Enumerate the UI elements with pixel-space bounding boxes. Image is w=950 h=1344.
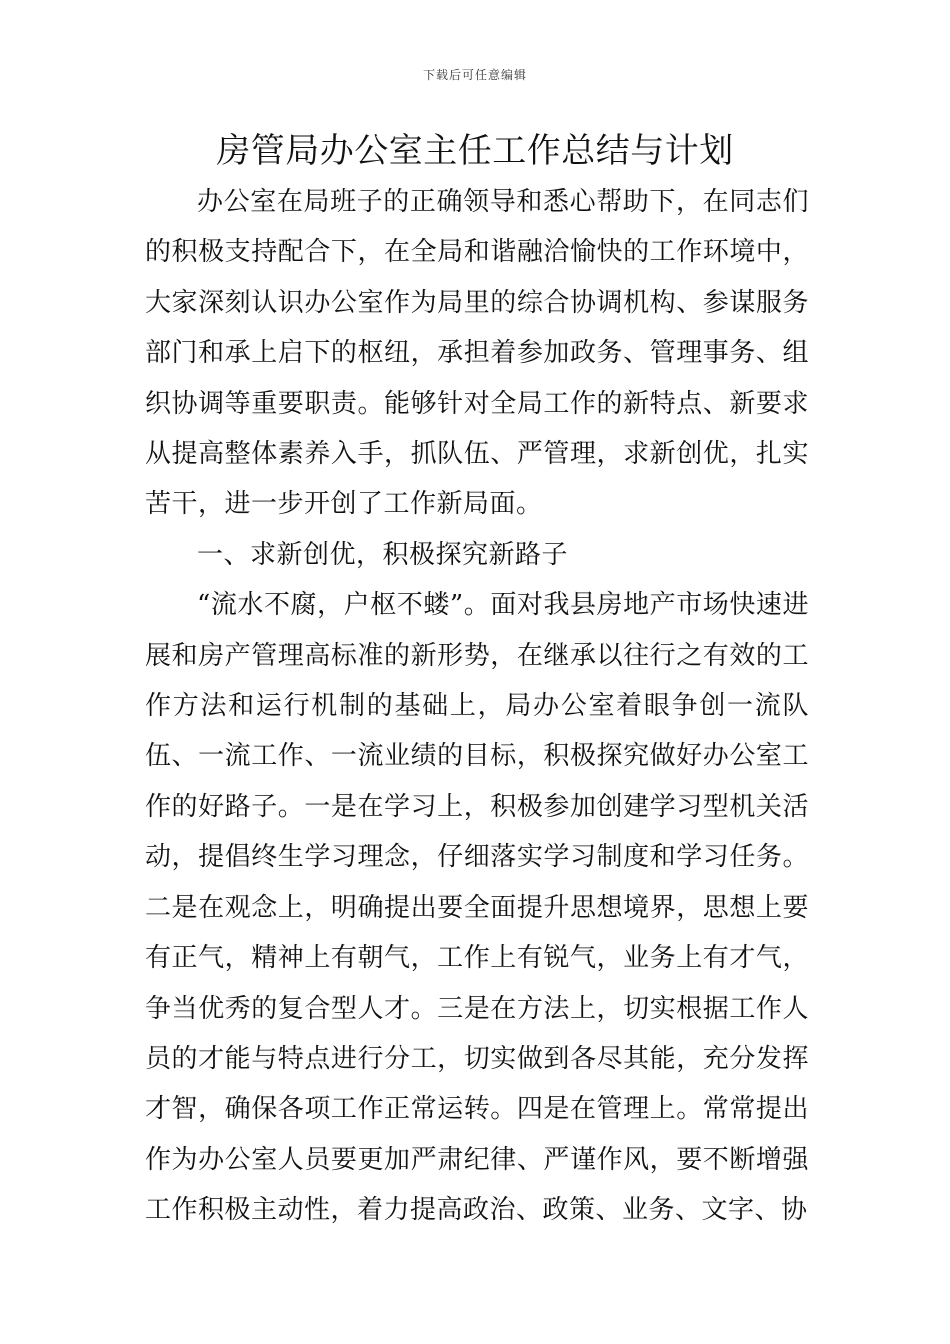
document-title: 房管局办公室主任工作总结与计划 — [216, 131, 734, 171]
paragraph-section-1: “流水不腐，户枢不蝼”。面对我县房地产市场快速进展和房产管理高标准的新形势，在继承以往行之有效的工作方法和运行机制的基础上，局办公室着眼争创一流队伍、一流工作、一流业绩的目标，积极探究做好办公室工作的好路子。一是在学习上，积极参加创建学习型机关活动，提倡终生学习理念，仔细落实学习制度和学习任务。二是在观念上，明确提出要全面提升思想境界，思想上要有正气，精神上有朝气，工作上有锐气，业务上有才气，争当优秀的复合型人才。三是在方法上，切实根据工作人员的才能与特点进行分工，切实做到各尽其能，充分发挥才智，确保各项工作正常运转。四是在管理上。常常提出作为办公室人员要更加严肃纪律、严谨作风，要不断增强工作积极主动性，着力提高政治、政策、业务、文字、协 — [145, 590, 809, 1226]
paragraph-intro: 办公室在局班子的正确领导和悉心帮助下，在同志们的积极支持配合下，在全局和谐融洽愉快的工作环境中，大家深刻认识办公室作为局里的综合协调机构、参谋服务部门和承上启下的枢纽，承担着参加政务、管理事务、组织协调等重要职责。能够针对全局工作的新特点、新要求从提高整体素养入手，抓队伍、严管理，求新创优，扎实苦干，进一步开创了工作新局面。 — [145, 187, 809, 520]
header-note: 下载后可任意编辑 — [422, 68, 527, 82]
section-heading-1: 一、求新创优，积极探究新路子 — [197, 539, 569, 570]
document-body — [145, 177, 809, 1236]
